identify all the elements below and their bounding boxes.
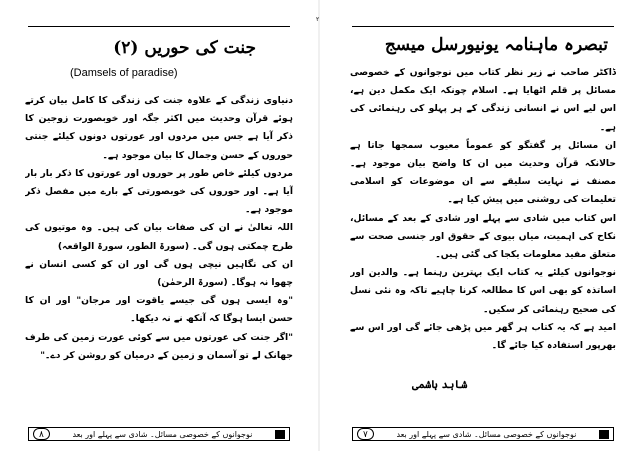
page-footer xyxy=(352,427,614,441)
footer-text: نوجوانوں کے خصوصی مسائل۔ شادی سے پہلے اور بعد xyxy=(396,429,577,439)
review-title: تبصرہ ماہنامہ یونیورسل میسج xyxy=(384,35,608,55)
paragraph: امید ہے کہ یہ کتاب ہر گھر میں پڑھی جائے گی اور اس سے بھرپور استفادہ کیا جائے گا۔ xyxy=(350,321,616,352)
page-footer xyxy=(28,427,290,441)
page-number: ۷ xyxy=(357,428,374,440)
review-body xyxy=(350,64,616,364)
paragraph: ان مسائل پر گفتگو کو عموماً معیوب سمجھا جاتا ہے حالانکہ قرآن وحدیث میں ان کا واضح بیان موجود ہے۔ مصنف نے نہایت سلیقے سے ان موضوعات کو اسلامی تعلیمات کی روشنی میں پیش کیا ہے۔ xyxy=(350,139,616,206)
footer-text: نوجوانوں کے خصوصی مسائل۔ شادی سے پہلے اور بعد xyxy=(72,429,253,439)
page-number: ۸ xyxy=(33,428,50,440)
paragraph: "اگر جنت کی عورتوں میں سے کوئی عورت زمین کی طرف جھانک لے تو آسمان و زمین کے درمیان کو روشن کر دے۔" xyxy=(25,331,293,361)
right-page xyxy=(320,0,638,451)
page-subtitle: (Damsels of paradise) xyxy=(70,67,178,79)
top-rule xyxy=(352,26,614,27)
article-body xyxy=(25,92,293,402)
paragraph: مردوں کیلئے خاص طور پر حوروں اور عورتوں کا ذکر بار بار آیا ہے۔ اور حوروں کی خوبصورتی کے بارے میں مفصل ذکر موجود ہے۔ xyxy=(25,167,293,216)
book-icon xyxy=(275,430,285,438)
paragraph: ڈاکٹر صاحب نے زیر نظر کتاب میں نوجوانوں کے خصوصی مسائل پر قلم اٹھایا ہے۔ اسلام چونکہ ایک مکمل دین ہے، اس لیے اس نے انسانی زندگی کے ہر پہلو کی رہنمائی کی ہے۔ xyxy=(350,67,616,133)
page-title: (۲) جنت کی حوریں xyxy=(113,38,256,58)
top-rule xyxy=(28,26,290,27)
book-icon xyxy=(599,430,609,438)
signature: شاہد ہاشمی xyxy=(412,378,468,391)
paragraph: "وہ ایسی ہوں گی جیسے یاقوت اور مرجان" اور ان کا حسن ایسا ہوگا کہ آنکھ نے نہ دیکھا۔ xyxy=(25,295,293,325)
paragraph: اللہ تعالیٰ نے ان کی صفات بیان کی ہیں۔ وہ موتیوں کی طرح چمکتی ہوں گی۔ (سورۃ الطور، سورۃ الواقعہ) xyxy=(25,222,293,252)
paragraph: اس کتاب میں شادی سے پہلے اور شادی کے بعد کے مسائل، نکاح کی اہمیت، میاں بیوی کے حقوق اور جنسی صحت سے متعلق مفید معلومات یکجا کی گئی ہیں۔ xyxy=(350,212,616,261)
paragraph: دنیاوی زندگی کے علاوہ جنت کی زندگی کا کامل بیان کرتے ہوئے قرآن وحدیث میں اکثر جگہ اور خوبصورت زوجین کا ذکر آیا ہے جس میں مردوں اور عورتوں دونوں کیلئے جنتی حوروں کے حسن وجمال کا بیان موجود ہے۔ xyxy=(25,95,293,161)
left-page xyxy=(0,0,318,451)
center-marker: ۲ xyxy=(316,16,320,23)
paragraph: نوجوانوں کیلئے یہ کتاب ایک بہترین رہنما ہے۔ والدین اور اساتذہ کو بھی اس کا مطالعہ کرنا چاہیے تاکہ وہ نئی نسل کی صحیح رہنمائی کر سکیں۔ xyxy=(350,267,616,315)
paragraph: ان کی نگاہیں نیچی ہوں گی اور ان کو کسی انسان نے چھوا نہ ہوگا۔ (سورۃ الرحمٰن) xyxy=(25,258,293,289)
